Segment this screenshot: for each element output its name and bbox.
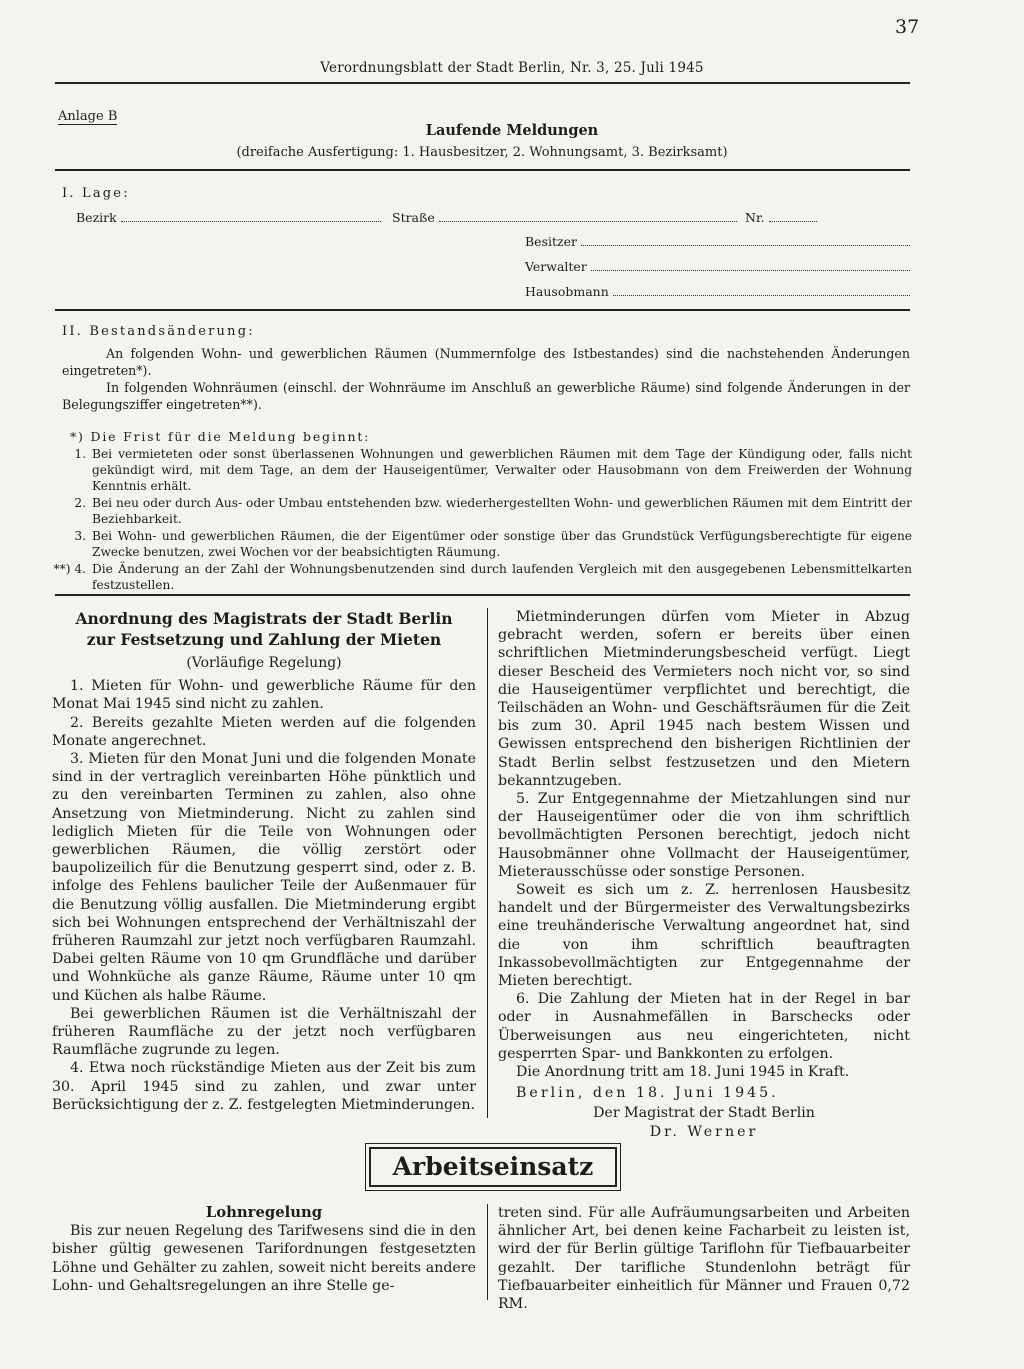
field-strasse-line (439, 211, 737, 222)
field-strasse-label: Straße (392, 210, 435, 225)
field-nr-label: Nr. (745, 210, 765, 225)
anordnung-paragraph: 5. Zur Entgegennahme der Mietzahlungen sind nur der Hauseigentümer oder die von ihm schriftlich bevollmächtigten Personen berechtigt, jedoch nicht Hausobmänner ohne Vollmacht der Hauseigentümer, Mieterausschüsse oder sonstige Personen. (498, 791, 910, 880)
signature-org: Der Magistrat der Stadt Berlin (593, 1105, 815, 1122)
field-besitzer-line (581, 235, 910, 246)
anordnung-paragraph: Mietminderungen dürfen vom Mieter in Abzug gebracht werden, sofern er bereits über einen schriftlichen Mietminderungsbescheid verfügt. Liegt dieser Bescheid des Vermieters noch nicht vor, so sind die Hauseigentümer verpflichtet und berechtigt, die Teilschäden an Wohn- und Geschäftsräumen für die Zeit bis zum 30. April 1945 nach bestem Wissen und Gewissen entsprechend den bisherigen Richtlinien der Stadt Berlin selbst festzusetzen und den Mietern bekanntzugeben. (498, 609, 910, 789)
note-item (52, 446, 912, 494)
anordnung-paragraph: 6. Die Zahlung der Mieten hat in der Regel in bar oder in Ausnahmefällen in Barschecks oder Überweisungen aus neu eingerichteten, nicht gesperrten Spar- und Bankkonten zu erfolgen. (498, 991, 910, 1062)
field-bezirk-label: Bezirk (76, 210, 117, 225)
form-subtitle: (dreifache Ausfertigung: 1. Hausbesitzer, 2. Wohnungsamt, 3. Bezirksamt) (236, 145, 728, 160)
note-mark: 1. (74, 447, 86, 461)
note-mark: 2. (74, 496, 86, 510)
field-besitzer-label: Besitzer (525, 234, 577, 249)
field-hausobmann-label: Hausobmann (525, 284, 609, 299)
anordnung-paragraph: Bei gewerblichen Räumen ist die Verhältniszahl der früheren Raumfläche zu der jetzt noch verfügbaren Raumfläche zugrunde zu legen. (52, 1005, 476, 1059)
section-bestand-heading: II. Bestandsänderung: (62, 324, 255, 339)
note-text: Die Änderung an der Zahl der Wohnungsbenutzenden sind durch laufenden Vergleich mit den ausgegebenen Lebensmittelkarten festzustellen. (92, 562, 912, 592)
anordnung-title-2: zur Festsetzung und Zahlung der Mieten (86, 630, 442, 649)
field-nr (745, 210, 817, 225)
anordnung-left-column (52, 608, 476, 1114)
signature-name: Dr. Werner (649, 1123, 759, 1140)
section-bestand-p2: In folgenden Wohnräumen (einschl. der Wohnräume im Anschluß an gewerbliche Räume) sind folgende Änderungen in der Belegungsziffer eingetreten**). (62, 380, 910, 412)
anordnung-paragraph: 2. Bereits gezahlte Mieten werden auf die folgenden Monate angerechnet. (52, 714, 476, 749)
form-top-rule (55, 169, 910, 171)
anordnung-paragraph: 3. Mieten für den Monat Juni und die folgenden Monate sind in der vertraglich vereinbarten Höhe pünktlich und zu den vereinbarten Terminen zu zahlen, also ohne Ansetzung von Mietminderung. Nicht zu zahlen sind lediglich Mieten für die Teile von Wohnungen oder gewerblichen Räumen, die völlig zerstört oder baupolizeilich für die Benutzung gesperrt sind, oder z. B. infolge des Fehlens baulicher Teile der Außenmauer für die Benutzung völlig ausfallen. Die Mietminderung ergibt sich bei Wohnungen entsprechend der Verhältniszahl der früheren Raumzahl zur jetzt noch verfügbaren Raumzahl. Dabei gelten Räume von 10 qm Grundfläche und darüber und Wohnküche als ganze Räume, Räume unter 10 qm und Küchen als halbe Räume. (52, 751, 476, 1004)
column-divider (487, 1204, 488, 1300)
anordnung-paragraph: Soweit es sich um z. Z. herrenlosen Hausbesitz handelt und der Bürgermeister des Verwaltungsbezirks eine treuhänderische Verwaltung angeordnet hat, sind die von ihm schriftlich beauftragten Inkassobevollmächtigten zur Entgegennahme der Mieten berechtigt. (498, 882, 910, 990)
form-bottom-rule (55, 594, 910, 596)
page-number: 37 (895, 16, 920, 38)
lohnregelung-text-left: Bis zur neuen Regelung des Tarifwesens sind die in den bisher gültig gewesenen Tarifordnungen festgesetzten Löhne und Gehälter zu zahlen, soweit nicht bereits andere Lohn- und Gehaltsregelungen an ihre Stelle ge- (52, 1223, 476, 1294)
note-item (52, 561, 912, 593)
lohnregelung-right-column (498, 1204, 910, 1313)
anordnung-subtitle: (Vorläufige Regelung) (186, 655, 342, 671)
lohnregelung-title: Lohnregelung (205, 1204, 323, 1221)
note-item (52, 495, 912, 527)
field-verwalter (525, 259, 910, 274)
note-text: Bei neu oder durch Aus- oder Umbau entstehenden bzw. wiederhergestellten Wohn- und gewerblichen Räumen mit dem Eintritt der Beziehbarkeit. (92, 496, 912, 526)
anordnung-paragraph: 1. Mieten für Wohn- und gewerbliche Räume für den Monat Mai 1945 sind nicht zu zahlen. (52, 678, 476, 713)
anordnung-date-line: Berlin, den 18. Juni 1945. (516, 1085, 779, 1102)
notes-heading: *) Die Frist für die Meldung beginnt: (70, 429, 371, 444)
field-verwalter-label: Verwalter (525, 259, 587, 274)
anordnung-title-1: Anordnung des Magistrats der Stadt Berlin (75, 609, 453, 628)
note-item (52, 528, 912, 560)
section-lage-heading: I. Lage: (62, 186, 130, 201)
note-mark: 3. (74, 529, 86, 543)
note-mark: **) 4. (53, 562, 86, 576)
field-verwalter-line (591, 260, 910, 271)
lohnregelung-text-right: treten sind. Für alle Aufräumungsarbeiten und Arbeiten ähnlicher Art, bei denen keine Facharbeit zu leisten ist, wird der für Berlin gültige Tariflohn für Tiefbauarbeiter gezahlt. Der tarifliche Stundenlohn beträgt für Tiefbauarbeiter einheitlich für Männer und Frauen 0,72 RM. (498, 1205, 910, 1313)
field-strasse (392, 210, 737, 225)
field-bezirk (76, 210, 381, 225)
form-mid-rule (55, 309, 910, 311)
anordnung-right-column (498, 608, 910, 1141)
arbeitseinsatz-banner: Arbeitseinsatz (369, 1147, 617, 1187)
field-hausobmann (525, 284, 910, 299)
anlage-label: Anlage B (58, 109, 118, 124)
note-text: Bei Wohn- und gewerblichen Räumen, die der Eigentümer oder sonstige über das Grundstück Verfügungsberechtigte für eigene Zwecke benutzen, zwei Wochen vor der beabsichtigten Räumung. (92, 529, 912, 559)
anordnung-paragraph: 4. Etwa noch rückständige Mieten aus der Zeit bis zum 30. April 1945 sind zu zahlen, und zwar unter Berücksichtigung der z. Z. festgelegten Mietminderungen. (52, 1060, 476, 1113)
lohnregelung-left-column (52, 1204, 476, 1295)
field-besitzer (525, 234, 910, 249)
column-divider (487, 608, 488, 1118)
running-head: Verordnungsblatt der Stadt Berlin, Nr. 3, 25. Juli 1945 (320, 60, 704, 76)
section-bestand-p1: An folgenden Wohn- und gewerblichen Räumen (Nummernfolge des Istbestandes) sind die nachstehenden Änderungen eingetreten*). (62, 346, 910, 378)
note-text: Bei vermieteten oder sonst überlassenen Wohnungen und gewerblichen Räumen mit dem Tage der Kündigung oder, falls nicht gekündigt wird, mit dem Tage, an dem der Hauseigentümer, Verwalter oder Hausobmann von dem Freiwerden der Wohnung Kenntnis erhält. (92, 447, 912, 493)
field-hausobmann-line (613, 285, 910, 296)
field-bezirk-line (121, 211, 381, 222)
anordnung-paragraph: Die Anordnung tritt am 18. Juni 1945 in Kraft. (516, 1064, 850, 1081)
field-nr-line (769, 211, 817, 222)
notes-list (52, 446, 912, 593)
form-title: Laufende Meldungen (425, 122, 599, 139)
header-rule (55, 82, 910, 84)
